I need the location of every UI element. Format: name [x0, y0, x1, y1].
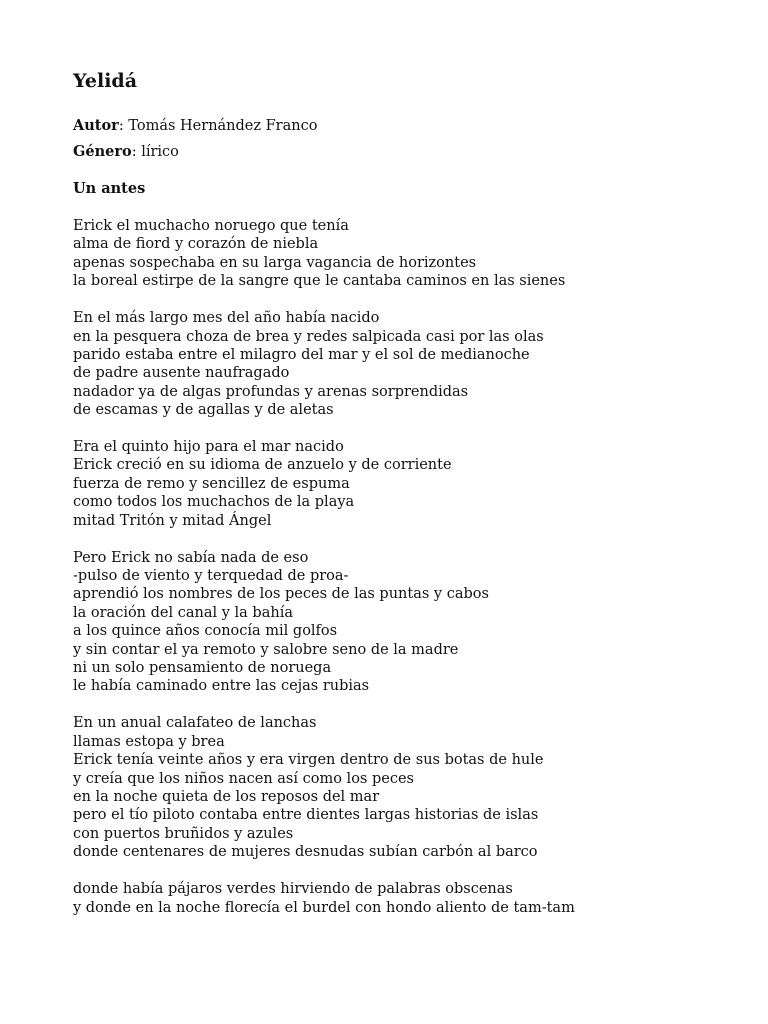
poem-line: y donde en la noche florecía el burdel con hondo aliento de tam-tam: [73, 899, 575, 916]
stanza: [73, 309, 733, 419]
poem-line: En un anual calafateo de lanchas: [73, 715, 317, 732]
stanza: [73, 880, 733, 917]
poem-line: Era el quinto hijo para el mar nacido: [73, 439, 344, 456]
genre-label: Género: [73, 143, 132, 160]
document-page: [73, 68, 733, 935]
poem-body: [73, 217, 733, 917]
poem-line: En el más largo mes del año había nacido: [73, 310, 380, 327]
poem-line: y creía que los niños nacen así como los peces: [73, 770, 414, 787]
document-title: Yelidá: [73, 70, 138, 92]
author-line: [73, 117, 733, 135]
poem-line: Erick creció en su idioma de anzuelo y de corriente: [73, 457, 452, 474]
genre-line: [73, 143, 733, 161]
poem-line: alma de fiord y corazón de niebla: [73, 236, 319, 253]
poem-line: le había caminado entre las cejas rubias: [73, 678, 370, 695]
poem-line: de escamas y de agallas y de aletas: [73, 402, 334, 419]
genre-separator: :: [131, 144, 142, 160]
author-value: Tomás Hernández Franco: [128, 118, 318, 134]
poem-line: aprendió los nombres de los peces de las puntas y cabos: [73, 586, 489, 603]
genre-value: lírico: [141, 144, 179, 160]
section-heading: Un antes: [73, 180, 146, 197]
poem-line: y sin contar el ya remoto y salobre seno de la madre: [73, 641, 459, 658]
poem-line: pero el tío piloto contaba entre dientes largas historias de islas: [73, 807, 539, 824]
stanza: [73, 438, 733, 530]
poem-line: la oración del canal y la bahía: [73, 604, 293, 621]
poem-line: nadador ya de algas profundas y arenas sorprendidas: [73, 383, 469, 400]
stanza: [73, 549, 733, 696]
poem-line: -pulso de viento y terquedad de proa-: [73, 568, 349, 584]
poem-line: en la pesquera choza de brea y redes salpicada casi por las olas: [73, 328, 544, 345]
author-label: Autor: [73, 117, 119, 134]
poem-line: Erick el muchacho noruego que tenía: [73, 218, 349, 234]
poem-line: Pero Erick no sabía nada de eso: [73, 549, 309, 566]
poem-line: apenas sospechaba en su larga vagancia de horizontes: [73, 254, 477, 271]
poem-line: de padre ausente naufragado: [73, 365, 290, 382]
stanza: [73, 217, 733, 291]
stanza: [73, 714, 733, 861]
poem-line: como todos los muchachos de la playa: [73, 494, 355, 511]
poem-line: Erick tenía veinte años y era virgen dentro de sus botas de hule: [73, 752, 544, 769]
poem-line: llamas estopa y brea: [73, 733, 225, 750]
poem-line: la boreal estirpe de la sangre que le cantaba caminos en las sienes: [73, 273, 566, 290]
author-separator: :: [118, 118, 129, 134]
poem-line: con puertos bruñidos y azules: [73, 825, 294, 842]
poem-line: donde centenares de mujeres desnudas subían carbón al barco: [73, 844, 538, 861]
poem-line: parido estaba entre el milagro del mar y el sol de medianoche: [73, 346, 530, 363]
poem-line: fuerza de remo y sencillez de espuma: [73, 475, 350, 492]
poem-line: a los quince años conocía mil golfos: [73, 623, 338, 640]
poem-line: ni un solo pensamiento de noruega: [73, 660, 332, 677]
poem-line: donde había pájaros verdes hirviendo de palabras obscenas: [73, 881, 513, 898]
poem-line: en la noche quieta de los reposos del mar: [73, 788, 380, 805]
poem-line: mitad Tritón y mitad Ángel: [73, 512, 272, 529]
